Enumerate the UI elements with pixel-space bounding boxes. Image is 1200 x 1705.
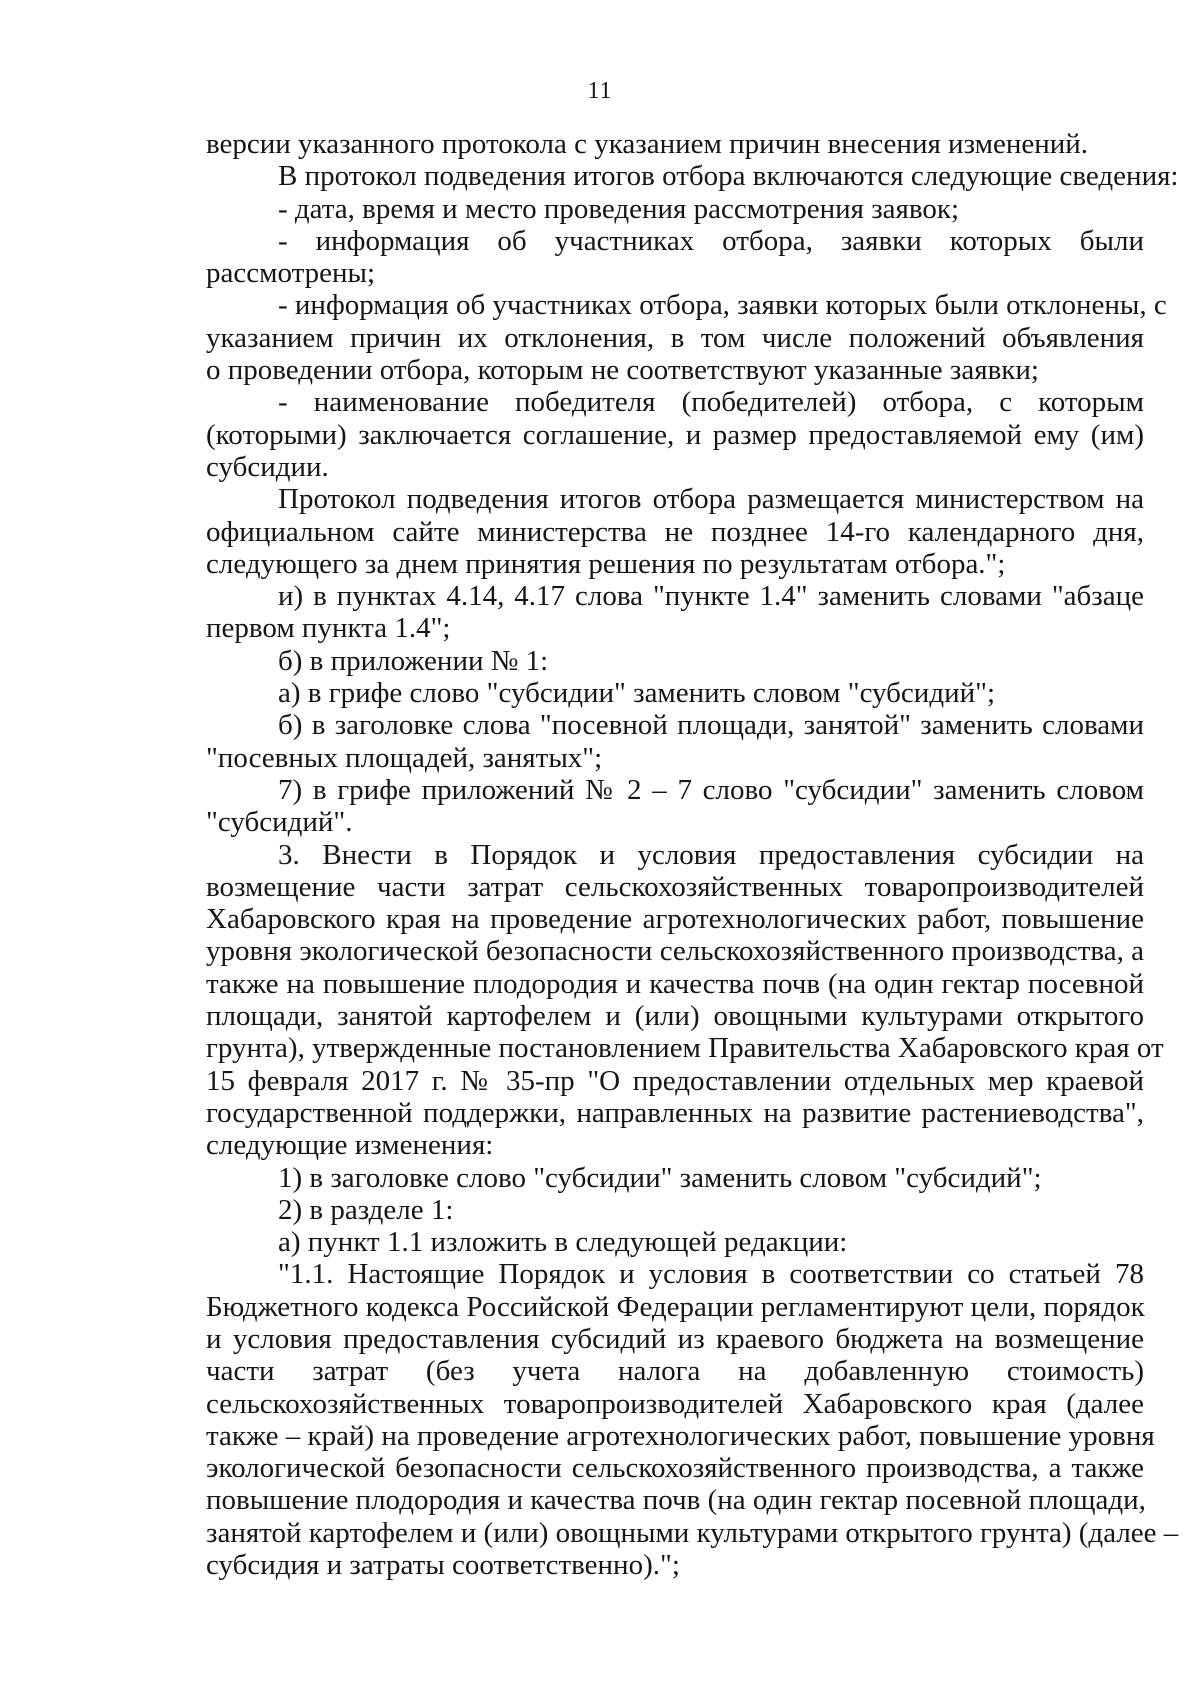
text-line: указанием причин их отклонения, в том числе положений объявления	[206, 321, 1144, 354]
text-line: рассмотрены;	[206, 257, 376, 290]
text-line: - информация об участниках отбора, заявки которых были	[278, 224, 1144, 257]
text-line: государственной поддержки, направленных на развитие растениеводства",	[206, 1096, 1144, 1129]
text-line: 1) в заголовке слово "субсидии" заменить словом "субсидий";	[278, 1161, 1042, 1194]
text-line: "субсидий".	[206, 806, 353, 839]
text-line: 7) в грифе приложений № 2 – 7 слово "субсидии" заменить словом	[278, 773, 1144, 806]
text-line: - дата, время и место проведения рассмотрения заявок;	[278, 192, 960, 225]
text-line: возмещение части затрат сельскохозяйственных товаропроизводителей	[206, 870, 1144, 903]
text-line: 15 февраля 2017 г. № 35-пр "О предоставлении отдельных мер краевой	[206, 1064, 1144, 1097]
text-line: Протокол подведения итогов отбора размещается министерством на	[278, 483, 1144, 516]
text-line: и условия предоставления субсидий из краевого бюджета на возмещение	[206, 1322, 1144, 1355]
text-line: следующие изменения:	[206, 1129, 494, 1162]
text-line: площади, занятой картофелем и (или) овощными культурами открытого	[206, 1000, 1144, 1033]
text-line: а) пункт 1.1 изложить в следующей редакции:	[278, 1226, 848, 1259]
page-number: 11	[587, 78, 613, 104]
text-line: также – край) на проведение агротехнологических работ, повышение уровня	[206, 1419, 1155, 1452]
text-line: Хабаровского края на проведение агротехнологических работ, повышение	[206, 903, 1144, 936]
text-line: сельскохозяйственных товаропроизводителей Хабаровского края (далее	[206, 1387, 1144, 1420]
text-line: (которыми) заключается соглашение, и размер предоставляемой ему (им)	[206, 418, 1144, 451]
text-line: повышение плодородия и качества почв (на один гектар посевной площади,	[206, 1484, 1146, 1517]
text-line: первом пункта 1.4";	[206, 612, 451, 645]
text-line: б) в приложении № 1:	[278, 644, 549, 677]
text-line: занятой картофелем и (или) овощными культурами открытого грунта) (далее –	[206, 1516, 1179, 1549]
text-line: - информация об участниках отбора, заявки которых были отклонены, с	[278, 289, 1167, 322]
text-line: части затрат (без учета налога на добавленную стоимость)	[206, 1355, 1144, 1388]
text-line: "посевных площадей, занятых";	[206, 741, 603, 774]
text-line: а) в грифе слово "субсидии" заменить словом "субсидий";	[278, 677, 996, 710]
text-line: о проведении отбора, которым не соответствуют указанные заявки;	[206, 354, 1039, 387]
text-line: "1.1. Настоящие Порядок и условия в соответствии со статьей 78	[278, 1258, 1144, 1291]
text-line: б) в заголовке слова "посевной площади, занятой" заменить словами	[278, 709, 1144, 742]
text-line: 3. Внести в Порядок и условия предоставления субсидии на	[278, 838, 1144, 871]
text-line: следующего за днем принятия решения по результатам отбора.";	[206, 547, 1006, 580]
text-line: версии указанного протокола с указанием причин внесения изменений.	[206, 128, 1089, 160]
text-line: уровня экологической безопасности сельскохозяйственного производства, а	[206, 935, 1144, 968]
document-body	[206, 128, 1179, 1582]
text-line: субсидия и затраты соответственно).";	[206, 1549, 680, 1582]
text-line: также на повышение плодородия и качества почв (на один гектар посевной	[206, 967, 1144, 1000]
text-line: экологической безопасности сельскохозяйственного производства, а также	[206, 1452, 1144, 1485]
text-line: Бюджетного кодекса Российской Федерации регламентируют цели, порядок	[206, 1290, 1145, 1323]
text-line: грунта), утвержденные постановлением Правительства Хабаровского края от	[206, 1032, 1164, 1065]
text-line: - наименование победителя (победителей) отбора, с которым	[278, 386, 1144, 419]
text-line: и) в пунктах 4.14, 4.17 слова "пункте 1.4" заменить словами "абзаце	[278, 580, 1144, 613]
text-line: субсидии.	[206, 450, 329, 483]
text-line: 2) в разделе 1:	[278, 1193, 454, 1226]
text-line: В протокол подведения итогов отбора включаются следующие сведения:	[278, 160, 1179, 193]
text-line: официальном сайте министерства не позднее 14-го календарного дня,	[206, 515, 1144, 548]
